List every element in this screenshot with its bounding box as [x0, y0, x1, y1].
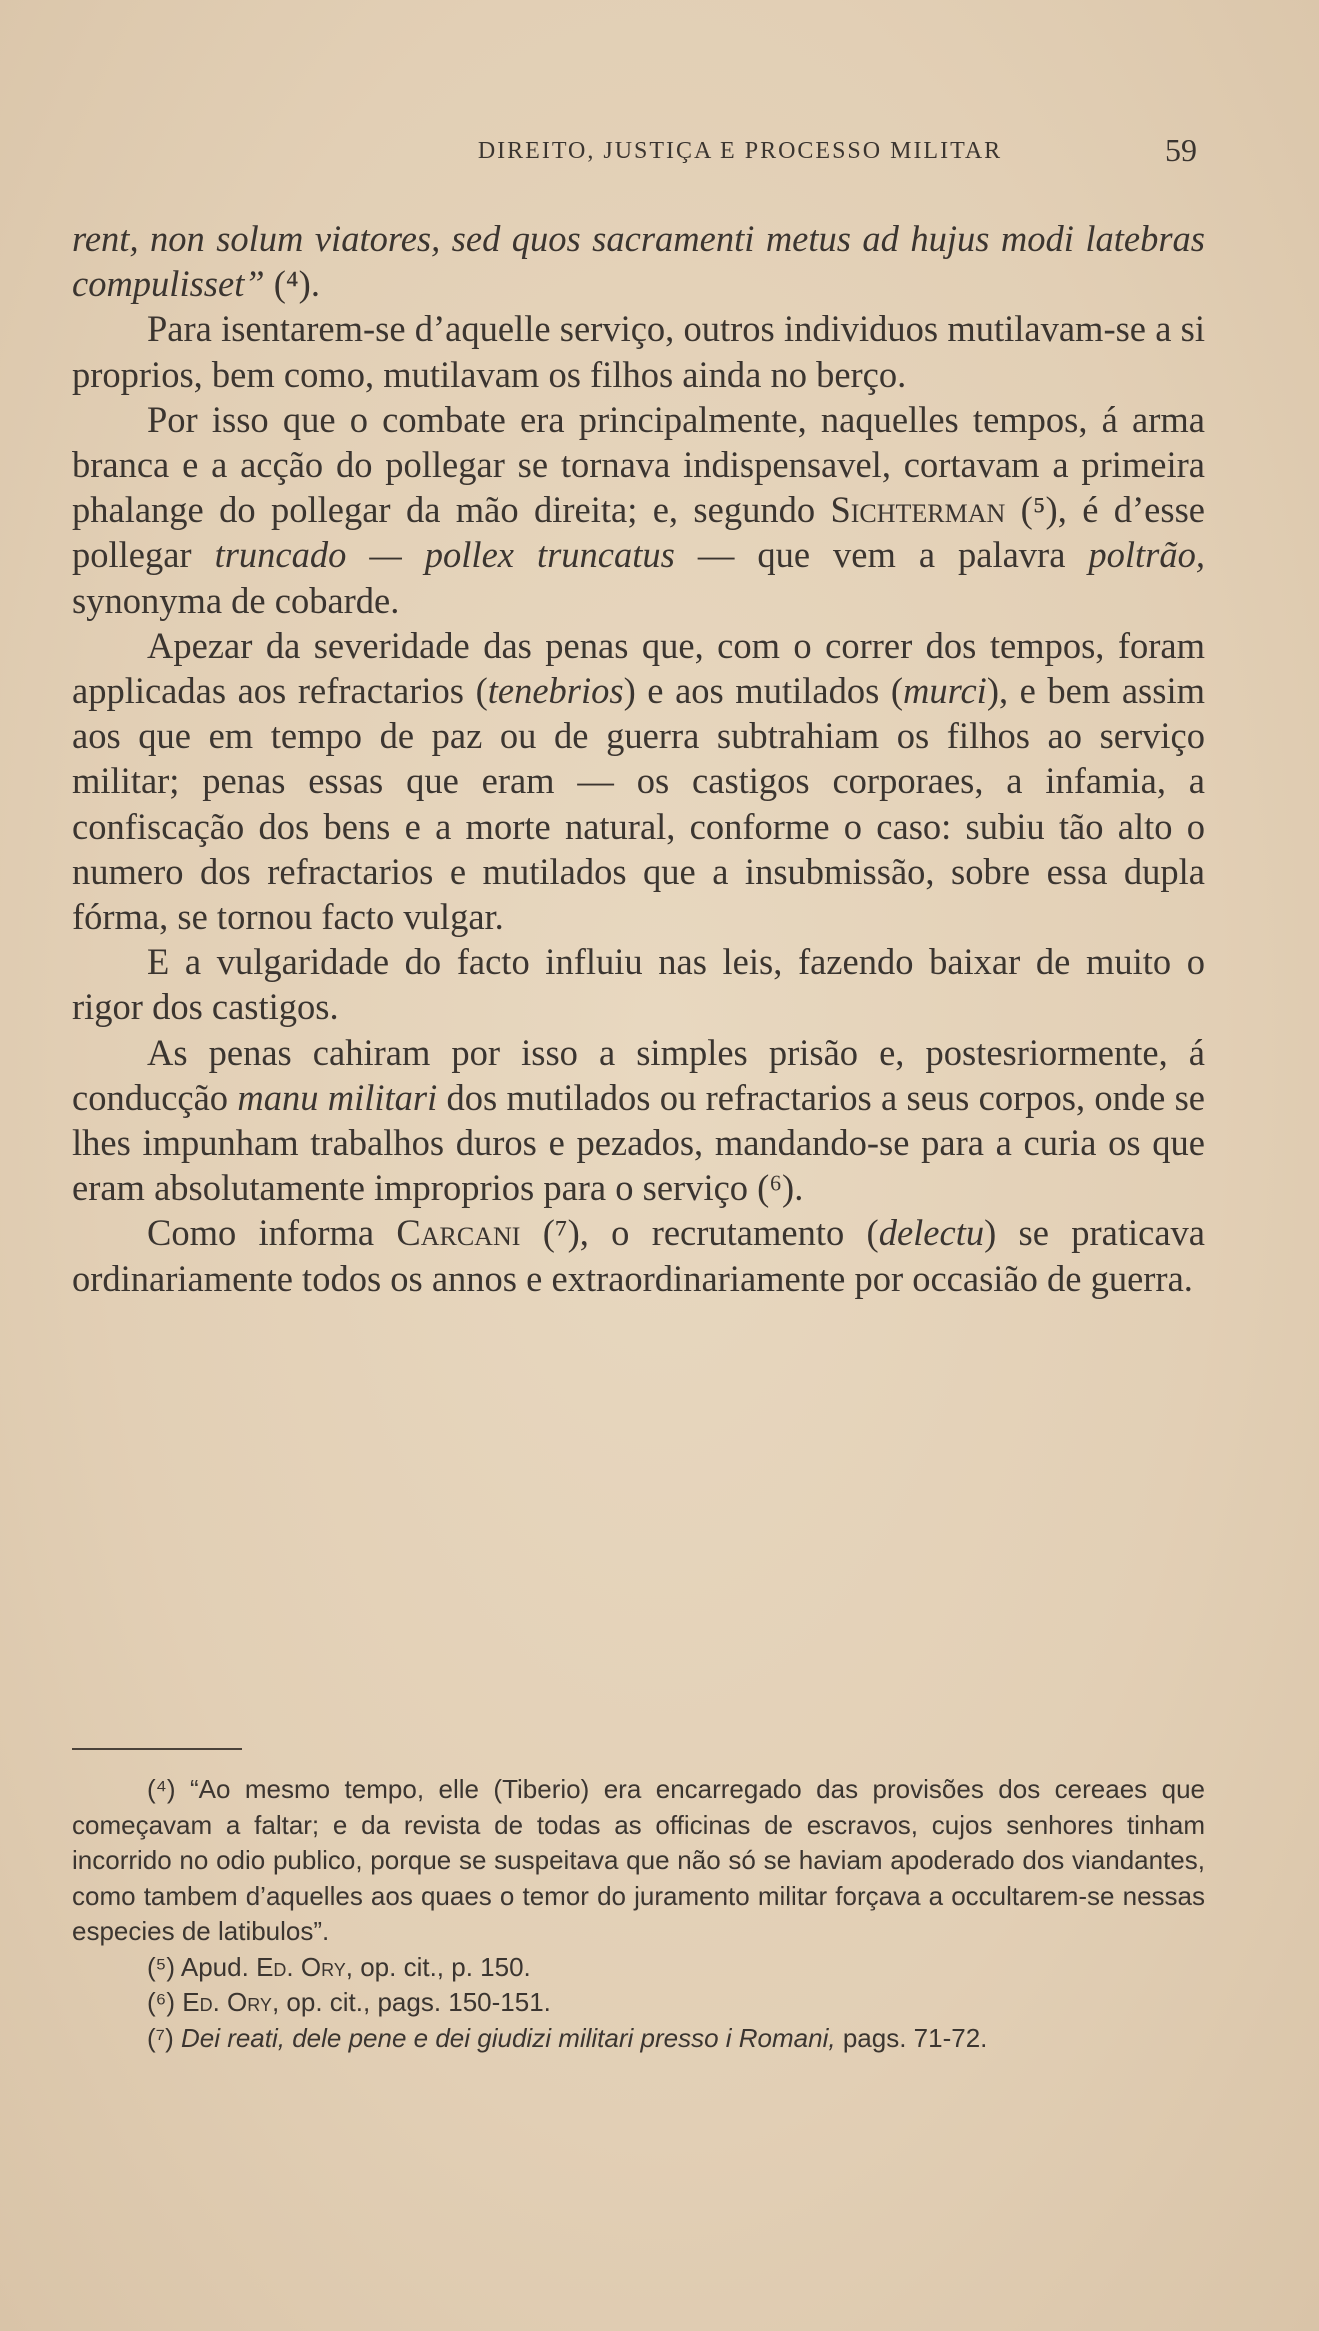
text-run: Por isso que o combate era principalmente, naquelles tempos, á arma branca e a acção do pollegar se tornava indispensavel, cortavam a primeira phalange do pollegar da mão direita; e, segundo — [72, 398, 1205, 531]
author-carcani: Carcani — [396, 1212, 521, 1254]
term-manu-militari: manu militari — [237, 1076, 438, 1118]
latin-term-pollex: truncado — pollex truncatus — [214, 534, 675, 576]
paragraph-thumb — [72, 397, 1205, 623]
text-run: — que vem a palavra — [674, 534, 1089, 576]
text-run: (⁷), o recrutamento ( — [520, 1212, 879, 1254]
latin-quote: rent, non solum viatores, sed quos sacramenti metus ad hujus modi latebras compulisset” — [72, 218, 1205, 305]
paragraph-prison — [72, 1030, 1205, 1211]
footnote-4: (⁴) “Ao mesmo tempo, elle (Tiberio) era encarregado das provisões dos cereaes que começavam a faltar; e da revista de todas as officinas de escravos, cujos senhores tinham incorrido no odio publico, porque se suspeitava que não só se haviam apoderado dos viandantes, como tambem d’aquelles aos quaes o temor do juramento militar forçava a occultarem-se nessas especies de latibulos”. — [72, 1774, 1205, 1946]
footnote-5 — [72, 1950, 1205, 1986]
paragraph-recruitment — [72, 1210, 1205, 1300]
paragraph-vulgarity: E a vulgaridade do facto influiu nas leis, fazendo baixar de muito o rigor dos castigos. — [72, 941, 1205, 1028]
text-run: (⁶) — [147, 1987, 183, 2017]
paragraph-penalties — [72, 623, 1205, 939]
author-ory: Ed. Ory — [256, 1951, 346, 1982]
main-text — [72, 216, 1205, 1301]
term-poltrao: poltrão, — [1088, 534, 1206, 576]
page-number: 59 — [1165, 132, 1197, 168]
text-run: , op. cit., pags. 150-151. — [271, 1987, 551, 2017]
footnotes — [72, 1772, 1205, 2056]
text-run: (⁷) — [147, 2022, 181, 2053]
author-sichterman: Sichterman — [830, 489, 1006, 531]
text-run: pags. 71-72. — [835, 2022, 988, 2053]
text-run: As penas cahiram por isso a simples prisão e, postesriormente, á conducção — [72, 1031, 1205, 1118]
term-tenebrios: tenebrios — [487, 670, 624, 712]
paragraph-mutilation: Para isentarem-se d’aquelle serviço, outros individuos mutilavam-se a si proprios, bem como, mutilavam os filhos ainda no berço. — [72, 308, 1205, 395]
text-run: (⁵) Apud. — [147, 1951, 257, 1982]
running-header: DIREITO, JUSTIÇA E PROCESSO MILITAR — [477, 138, 1003, 164]
author-ory: Ed. Ory — [182, 1987, 272, 2017]
text-run: ) se praticava ordinariamente todos os annos e extraordinariamente por occasião de guerra. — [72, 1212, 1205, 1299]
term-murci: murci — [903, 670, 987, 712]
text-run: synonyma de cobarde. — [72, 579, 400, 621]
text-run: , op. cit., p. 150. — [345, 1951, 531, 1982]
footnote-ref-4: (⁴). — [264, 263, 320, 305]
text-run: dos mutilados ou refractarios a seus corpos, onde se lhes impunham trabalhos duros e pezados, mandando-se para a curia os que eram absolutamente improprios para o serviço (⁶). — [72, 1076, 1205, 1209]
text-run: Como informa — [147, 1212, 397, 1254]
book-title: Dei reati, dele pene e dei giudizi militari presso i Romani, — [180, 2022, 836, 2053]
footnote-7 — [72, 2021, 1205, 2057]
text-run: Apezar da severidade das penas que, com o correr dos tempos, foram applicadas aos refractarios ( — [72, 624, 1205, 712]
term-delectu: delectu — [878, 1212, 985, 1254]
footnote-6 — [72, 1985, 1205, 2021]
paragraph-latin-quote — [72, 216, 1205, 306]
text-run: ), e bem assim aos que em tempo de paz ou de guerra subtrahiam os filhos ao serviço militar; penas essas que eram — os castigos corporaes, a infamia, a confiscação dos bens e a morte natural, conforme o caso: subiu tão alto o numero dos refractarios e mutilados que a insubmissão, sobre essa dupla fórma, se tornou facto vulgar. — [72, 670, 1205, 938]
text-run: (⁵), é d’esse pollegar — [72, 489, 1205, 576]
footnote-divider — [72, 1748, 242, 1750]
text-run: ) e aos mutilados ( — [623, 670, 903, 712]
